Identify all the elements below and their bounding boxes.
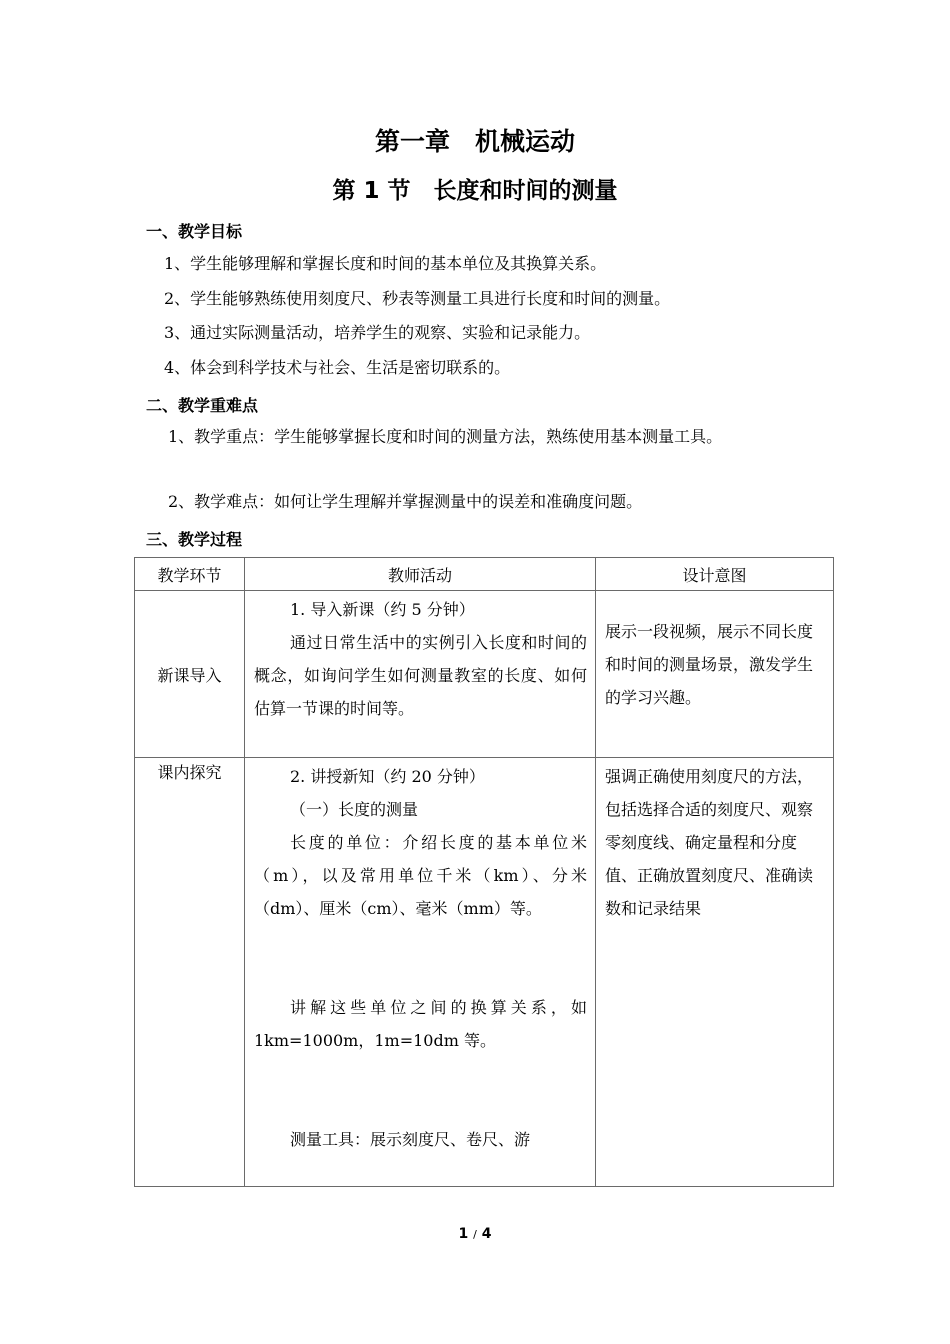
table-header-row bbox=[135, 558, 834, 591]
stage-label: 新课导入 bbox=[157, 665, 222, 685]
objective-item: 4、体会到科学技术与社会、生活是密切联系的。 bbox=[164, 358, 511, 377]
activity-line: （一）长度的测量 bbox=[290, 800, 419, 819]
stage-label: 课内探究 bbox=[157, 763, 222, 782]
design-intent-cell bbox=[596, 591, 834, 758]
column-header: 教学环节 bbox=[135, 558, 245, 591]
teacher-activity-cell bbox=[245, 591, 596, 758]
activity-line: 1. 导入新课（约 5 分钟） bbox=[290, 600, 475, 619]
teacher-activity-cell bbox=[245, 758, 596, 1187]
key-point-item: 1、教学重点：学生能够掌握长度和时间的测量方法，熟练使用基本测量工具。 bbox=[168, 427, 723, 446]
column-header: 教师活动 bbox=[245, 558, 596, 591]
objective-item: 2、学生能够熟练使用刻度尺、秒表等测量工具进行长度和时间的测量。 bbox=[164, 289, 671, 308]
key-points-heading: 二、教学重难点 bbox=[146, 396, 259, 415]
activity-line: 2. 讲授新知（约 20 分钟） bbox=[290, 767, 485, 786]
page-separator: / bbox=[473, 1228, 477, 1241]
objectives-heading: 一、教学目标 bbox=[146, 222, 243, 241]
design-intent-cell bbox=[596, 758, 834, 1187]
column-header: 设计意图 bbox=[596, 558, 834, 591]
activity-line: 通过日常生活中的实例引入长度和时间的概念，如询问学生如何测量教室的长度、如何估算一节课的时间等。 bbox=[254, 633, 587, 718]
design-text: 强调正确使用刻度尺的方法，包括选择合适的刻度尺、观察零刻度线、确定量程和分度值、正确放置刻度尺、准确读数和记录结果 bbox=[605, 767, 814, 918]
teaching-process-table bbox=[134, 557, 834, 1187]
section-title: 第 1 节 长度和时间的测量 bbox=[332, 178, 618, 204]
activity-line: 讲解这些单位之间的换算关系，如 1km=1000m，1m=10dm 等。 bbox=[254, 998, 587, 1050]
page-current: 1 bbox=[458, 1226, 469, 1242]
objective-item: 3、通过实际测量活动，培养学生的观察、实验和记录能力。 bbox=[164, 323, 591, 342]
spacer bbox=[254, 1057, 587, 1123]
activity-line: 长度的单位：介绍长度的基本单位米（m），以及常用单位千米（km）、分米（dm）、厘米（cm）、毫米（mm）等。 bbox=[254, 833, 587, 918]
activity-line: 测量工具：展示刻度尺、卷尺、游 bbox=[290, 1130, 531, 1149]
chapter-title: 第一章 机械运动 bbox=[374, 127, 575, 156]
objective-item: 1、学生能够理解和掌握长度和时间的基本单位及其换算关系。 bbox=[164, 254, 607, 273]
spacer bbox=[254, 925, 587, 991]
design-text: 展示一段视频，展示不同长度和时间的测量场景，激发学生的学习兴趣。 bbox=[605, 621, 814, 707]
stage-cell bbox=[135, 758, 245, 1187]
table-row bbox=[135, 758, 834, 1187]
stage-cell bbox=[135, 591, 245, 758]
table-row bbox=[135, 591, 834, 758]
process-heading: 三、教学过程 bbox=[146, 530, 243, 549]
key-point-item: 2、教学难点：如何让学生理解并掌握测量中的误差和准确度问题。 bbox=[168, 492, 643, 511]
page-number bbox=[0, 1226, 950, 1242]
page-total: 4 bbox=[481, 1226, 492, 1242]
